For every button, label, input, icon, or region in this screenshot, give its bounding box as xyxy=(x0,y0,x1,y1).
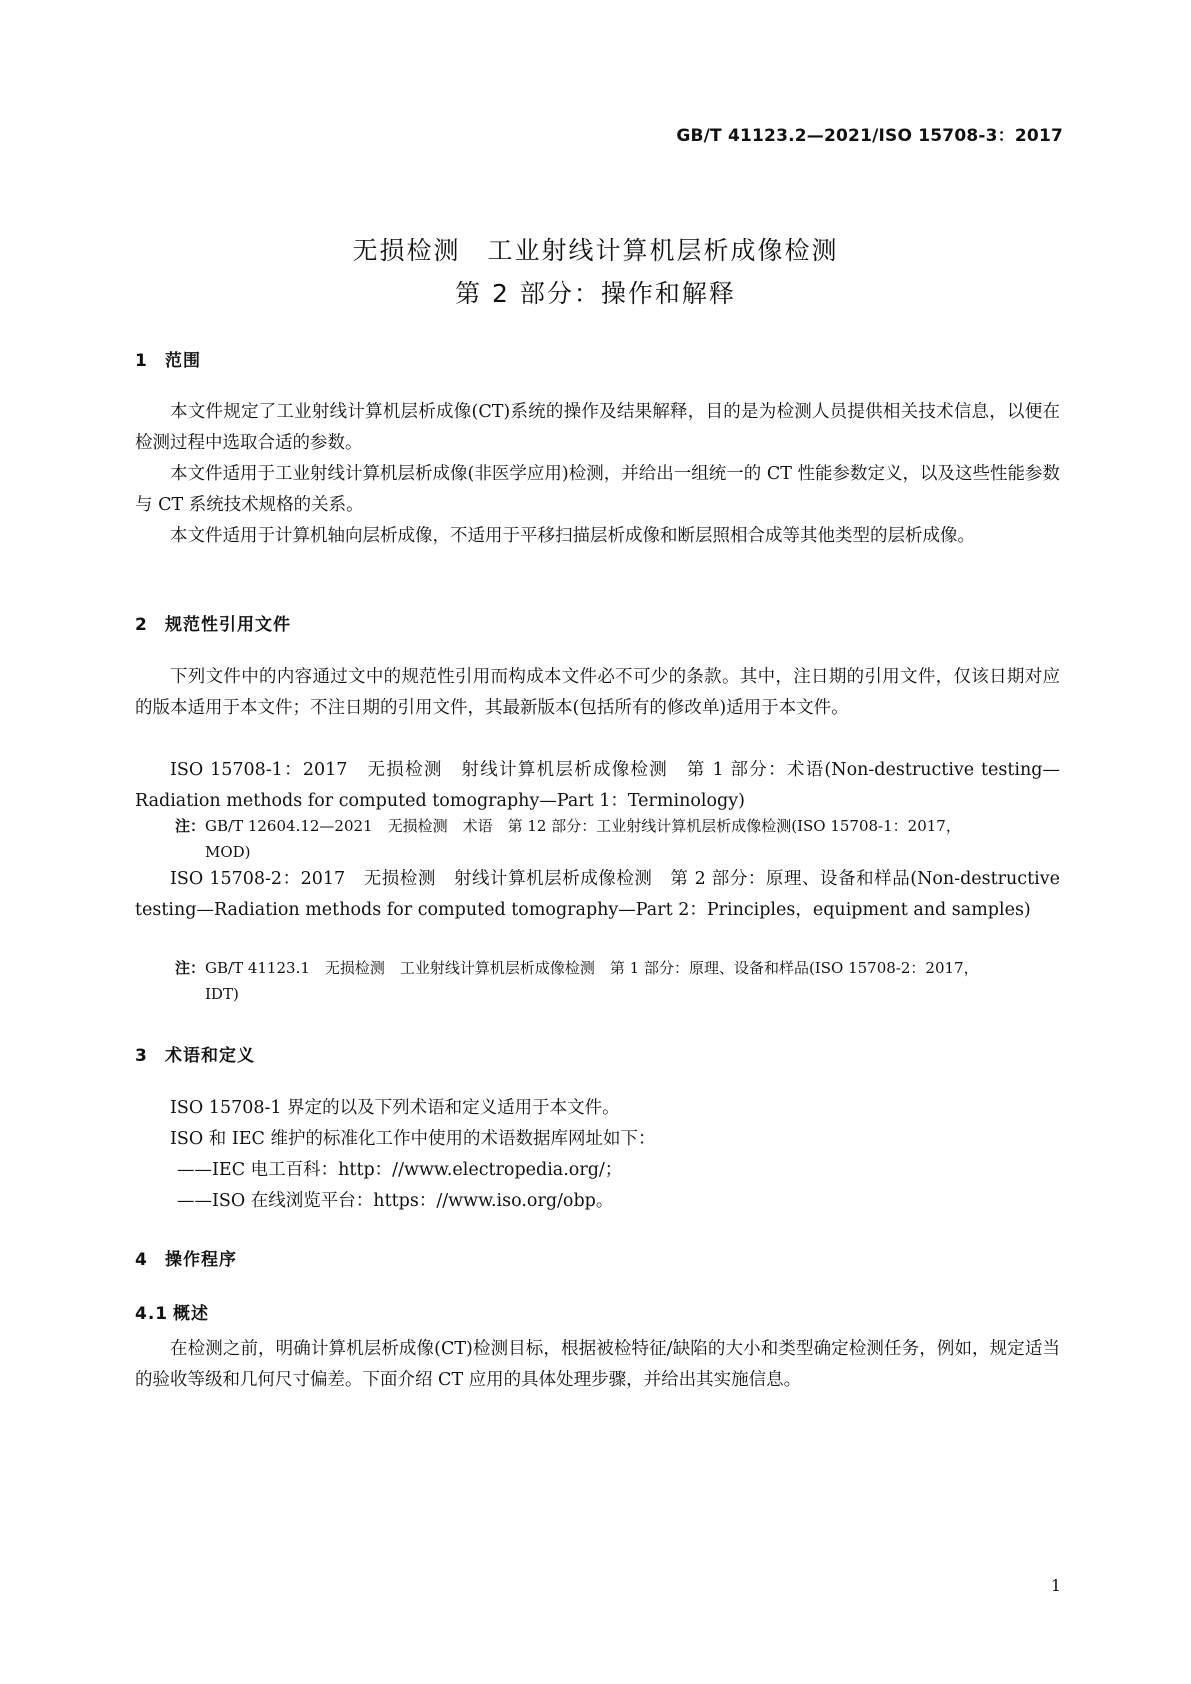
reference-1-note xyxy=(175,813,1060,865)
document-title-line2: 第 2 部分：操作和解释 xyxy=(455,279,736,308)
refs-intro-paragraph: 下列文件中的内容通过文中的规范性引用而构成本文件必不可少的条款。其中，注日期的引用文件，仅该日期对应的版本适用于本文件；不注日期的引用文件，其最新版本(包括所有的修改单)适用于本文件。 xyxy=(135,667,1060,718)
section-title: 概述 xyxy=(173,1304,209,1324)
section-title: 规范性引用文件 xyxy=(165,615,291,635)
document-title-line1: 无损检测 工业射线计算机层析成像检测 xyxy=(352,236,839,265)
terms-paragraph-2: ISO 和 IEC 维护的标准化工作中使用的术语数据库网址如下： xyxy=(170,1129,656,1149)
section-1-heading xyxy=(135,346,201,371)
reference-2: ISO 15708-2：2017 无损检测 射线计算机层析成像检测 第 2 部分：原理、设备和样品(Non-destructive testing—Radiation methods for computed tomography—Part 2：Principles，equipment and samples) xyxy=(135,869,1060,920)
note-continuation: IDT) xyxy=(205,985,239,1003)
section-title: 范围 xyxy=(165,351,201,371)
page-number: 1 xyxy=(1050,1576,1061,1595)
section-number: 4 xyxy=(135,1250,148,1270)
reference-2-note xyxy=(175,955,1060,1007)
note-continuation: MOD) xyxy=(205,843,251,861)
section-number: 3 xyxy=(135,1046,148,1066)
section-4-1-heading xyxy=(135,1299,209,1324)
overview-paragraph: 在检测之前，明确计算机层析成像(CT)检测目标，根据被检特征/缺陷的大小和类型确定检测任务，例如，规定适当的验收等级和几何尺寸偏差。下面介绍 CT 应用的具体处理步骤，并给出其实施信息。 xyxy=(135,1339,1060,1390)
note-text: GB/T 41123.1 无损检测 工业射线计算机层析成像检测 第 1 部分：原理、设备和样品(ISO 15708-2：2017， xyxy=(205,959,979,977)
terms-list-item-1: ——IEC 电工百科：http：//www.electropedia.org/； xyxy=(177,1160,623,1180)
note-text: GB/T 12604.12—2021 无损检测 术语 第 12 部分：工业射线计算机层析成像检测(ISO 15708-1：2017， xyxy=(205,817,961,835)
scope-paragraph-3: 本文件适用于计算机轴向层析成像，不适用于平移扫描层析成像和断层照相合成等其他类型的层析成像。 xyxy=(170,526,975,546)
section-number: 4.1 xyxy=(135,1304,169,1324)
scope-paragraph-1: 本文件规定了工业射线计算机层析成像(CT)系统的操作及结果解释，目的是为检测人员提供相关技术信息，以便在检测过程中选取合适的参数。 xyxy=(135,402,1060,453)
section-2-heading xyxy=(135,610,291,635)
section-4-heading xyxy=(135,1245,237,1270)
note-label: 注： xyxy=(175,817,206,835)
terms-paragraph-1: ISO 15708-1 界定的以及下列术语和定义适用于本文件。 xyxy=(170,1098,620,1118)
reference-1: ISO 15708-1：2017 无损检测 射线计算机层析成像检测 第 1 部分：术语(Non-destructive testing—Radiation methods for computed tomography—Part 1：Terminology) xyxy=(135,760,1060,811)
section-title: 操作程序 xyxy=(165,1250,237,1270)
section-number: 2 xyxy=(135,615,148,635)
note-label: 注： xyxy=(175,959,206,977)
document-header: GB/T 41123.2—2021/ISO 15708-3：2017 xyxy=(676,126,1063,146)
section-title: 术语和定义 xyxy=(165,1046,255,1066)
section-3-heading xyxy=(135,1041,255,1066)
terms-list-item-2: ——ISO 在线浏览平台：https：//www.iso.org/obp。 xyxy=(177,1191,614,1211)
scope-paragraph-2: 本文件适用于工业射线计算机层析成像(非医学应用)检测，并给出一组统一的 CT 性能参数定义，以及这些性能参数与 CT 系统技术规格的关系。 xyxy=(135,464,1060,515)
section-number: 1 xyxy=(135,351,148,371)
